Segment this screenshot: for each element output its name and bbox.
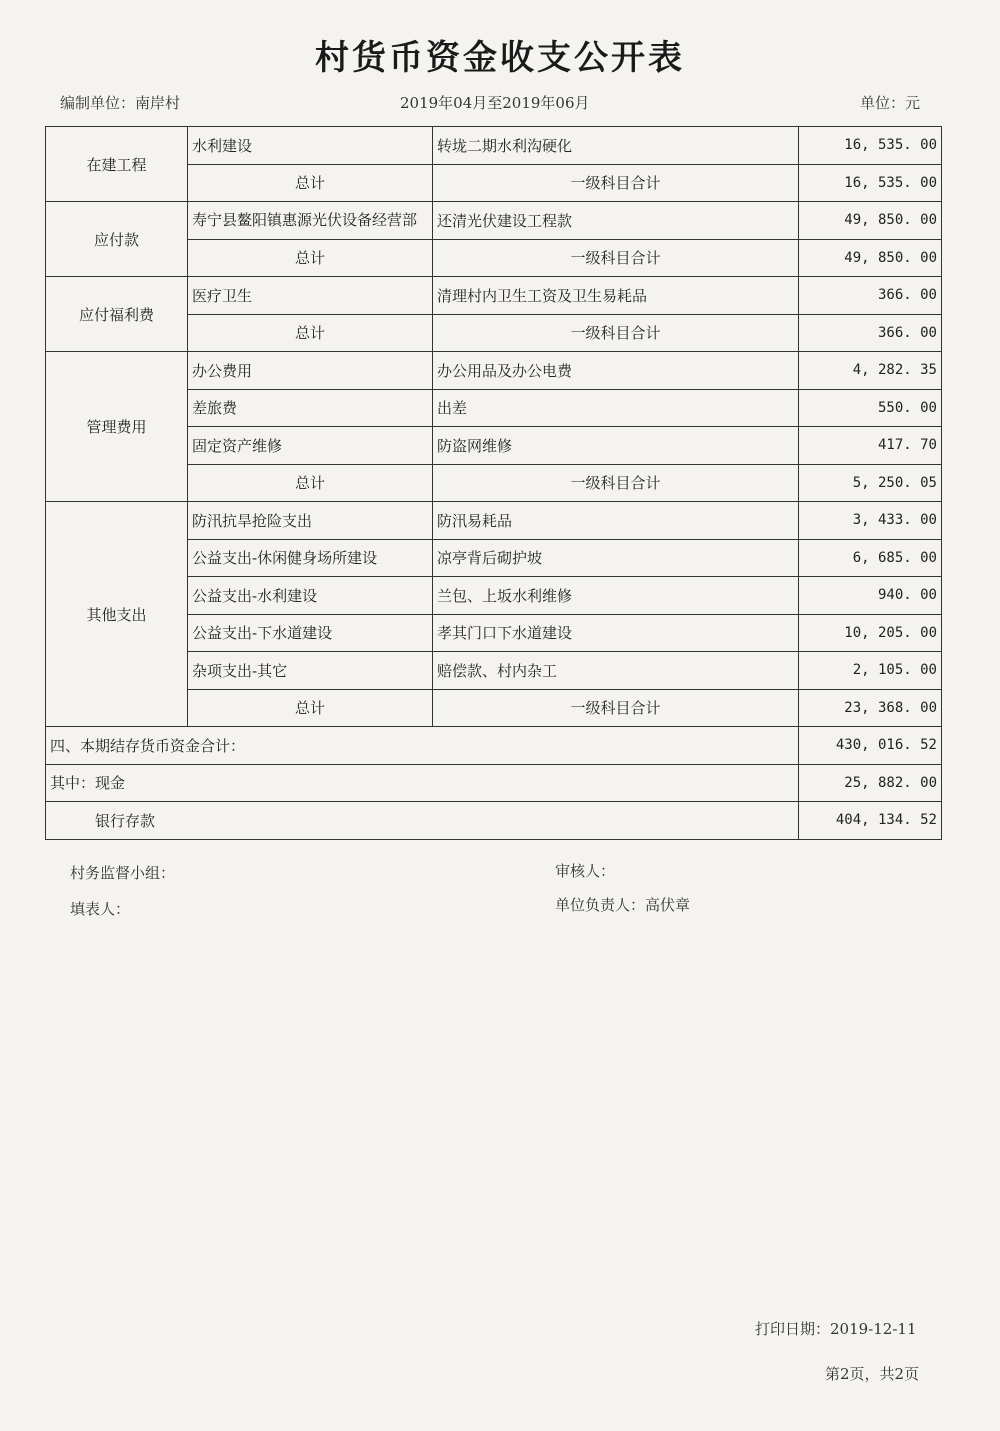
total-amount-cell: 23, 368. 00 bbox=[799, 689, 942, 727]
subject-cell: 办公费用 bbox=[188, 352, 433, 390]
amount-cell: 940. 00 bbox=[799, 577, 942, 615]
total-summary-cell: 一级科目合计 bbox=[433, 464, 799, 502]
total-summary-cell: 一级科目合计 bbox=[433, 689, 799, 727]
category-cell: 应付福利费 bbox=[46, 277, 188, 352]
amount-cell: 3, 433. 00 bbox=[799, 502, 942, 540]
subject-cell: 杂项支出-其它 bbox=[188, 652, 433, 690]
summary-cell: 防盗网维修 bbox=[433, 427, 799, 465]
summary-cell: 还清光伏建设工程款 bbox=[433, 202, 799, 240]
summary-row bbox=[46, 727, 942, 765]
amount-cell: 550. 00 bbox=[799, 389, 942, 427]
amount-cell: 4, 282. 35 bbox=[799, 352, 942, 390]
summary-cell: 办公用品及办公电费 bbox=[433, 352, 799, 390]
total-amount-cell: 49, 850. 00 bbox=[799, 239, 942, 277]
table-row bbox=[46, 127, 942, 165]
category-cell: 在建工程 bbox=[46, 127, 188, 202]
total-label-cell: 总计 bbox=[188, 239, 433, 277]
total-amount-cell: 5, 250. 05 bbox=[799, 464, 942, 502]
summary-label-cell: 银行存款 bbox=[46, 802, 799, 840]
total-label-cell: 总计 bbox=[188, 689, 433, 727]
subject-cell: 寿宁县鳌阳镇惠源光伏设备经营部 bbox=[188, 202, 433, 240]
summary-cell: 赔偿款、村内杂工 bbox=[433, 652, 799, 690]
summary-label-cell: 四、本期结存货币资金合计： bbox=[46, 727, 799, 765]
amount-cell: 2, 105. 00 bbox=[799, 652, 942, 690]
currency-unit: 单位：元 bbox=[860, 94, 921, 112]
subject-cell: 水利建设 bbox=[188, 127, 433, 165]
amount-cell: 417. 70 bbox=[799, 427, 942, 465]
summary-cell: 孝其门口下水道建设 bbox=[433, 614, 799, 652]
amount-cell: 16, 535. 00 bbox=[799, 127, 942, 165]
print-date: 打印日期：2019-12-11 bbox=[755, 1320, 917, 1338]
subject-cell: 固定资产维修 bbox=[188, 427, 433, 465]
summary-cell: 防汛易耗品 bbox=[433, 502, 799, 540]
subject-cell: 公益支出-下水道建设 bbox=[188, 614, 433, 652]
page-number: 第2页，共2页 bbox=[825, 1365, 920, 1383]
category-cell: 其他支出 bbox=[46, 502, 188, 727]
amount-cell: 49, 850. 00 bbox=[799, 202, 942, 240]
summary-cell: 出差 bbox=[433, 389, 799, 427]
amount-cell: 10, 205. 00 bbox=[799, 614, 942, 652]
category-cell: 管理费用 bbox=[46, 352, 188, 502]
amount-cell: 366. 00 bbox=[799, 277, 942, 315]
summary-label-cell: 其中：现金 bbox=[46, 764, 799, 802]
total-summary-cell: 一级科目合计 bbox=[433, 164, 799, 202]
subject-cell: 防汛抗旱抢险支出 bbox=[188, 502, 433, 540]
subject-cell: 公益支出-水利建设 bbox=[188, 577, 433, 615]
fund-table-body bbox=[46, 127, 942, 840]
page-title: 村货币资金收支公开表 bbox=[315, 38, 685, 78]
fund-table bbox=[45, 126, 942, 840]
preparer-signature: 填表人： bbox=[70, 900, 131, 918]
table-row bbox=[46, 502, 942, 540]
total-summary-cell: 一级科目合计 bbox=[433, 239, 799, 277]
supervision-signature: 村务监督小组： bbox=[70, 864, 176, 882]
total-label-cell: 总计 bbox=[188, 464, 433, 502]
report-period: 2019年04月至2019年06月 bbox=[400, 94, 590, 112]
compiling-unit: 编制单位：南岸村 bbox=[60, 94, 181, 112]
summary-amount-cell: 25, 882. 00 bbox=[799, 764, 942, 802]
amount-cell: 6, 685. 00 bbox=[799, 539, 942, 577]
summary-cell: 凉亭背后砌护坡 bbox=[433, 539, 799, 577]
subject-cell: 医疗卫生 bbox=[188, 277, 433, 315]
subject-cell: 差旅费 bbox=[188, 389, 433, 427]
head-signature: 单位负责人：高伏章 bbox=[555, 896, 691, 914]
reviewer-signature: 审核人： bbox=[555, 862, 616, 880]
summary-amount-cell: 430, 016. 52 bbox=[799, 727, 942, 765]
subject-cell: 公益支出-休闲健身场所建设 bbox=[188, 539, 433, 577]
total-label-cell: 总计 bbox=[188, 314, 433, 352]
total-summary-cell: 一级科目合计 bbox=[433, 314, 799, 352]
summary-cell: 兰包、上坂水利维修 bbox=[433, 577, 799, 615]
table-row bbox=[46, 202, 942, 240]
total-amount-cell: 366. 00 bbox=[799, 314, 942, 352]
summary-row bbox=[46, 764, 942, 802]
summary-row bbox=[46, 802, 942, 840]
total-label-cell: 总计 bbox=[188, 164, 433, 202]
summary-amount-cell: 404, 134. 52 bbox=[799, 802, 942, 840]
summary-cell: 清理村内卫生工资及卫生易耗品 bbox=[433, 277, 799, 315]
summary-cell: 转垅二期水利沟硬化 bbox=[433, 127, 799, 165]
category-cell: 应付款 bbox=[46, 202, 188, 277]
table-row bbox=[46, 352, 942, 390]
table-row bbox=[46, 277, 942, 315]
total-amount-cell: 16, 535. 00 bbox=[799, 164, 942, 202]
